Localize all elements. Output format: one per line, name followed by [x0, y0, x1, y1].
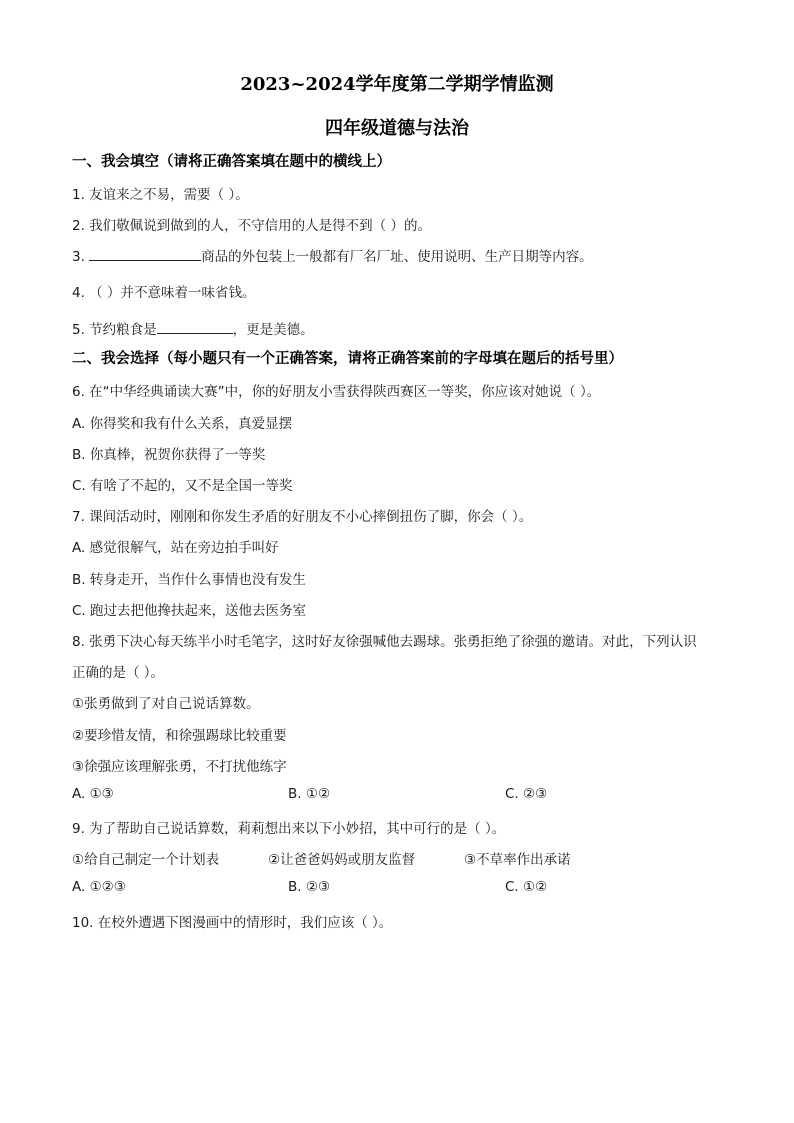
question-6-option-c: C. 有啥了不起的，又不是全国一等奖 — [72, 478, 293, 494]
question-8-statement-1: ①张勇做到了对自己说话算数。 — [72, 696, 260, 712]
question-9: 9. 为了帮助自己说话算数，莉莉想出来以下小妙招，其中可行的是（ ）。 — [72, 821, 506, 837]
answer-blank[interactable] — [157, 319, 233, 334]
question-8-statement-3: ③徐强应该理解张勇，不打扰他练字 — [72, 759, 287, 775]
question-7-option-c: C. 跑过去把他搀扶起来，送他去医务室 — [72, 603, 307, 619]
question-9-statement-3: ③不草率作出承诺 — [464, 852, 571, 868]
question-8-option-c: C. ②③ — [505, 786, 548, 802]
question-3 — [72, 245, 593, 265]
question-8-option-a: A. ①③ — [72, 786, 114, 802]
question-9-option-a: A. ①②③ — [72, 879, 126, 895]
question-9-option-c: C. ①② — [505, 879, 548, 895]
section-1-heading: 一、我会填空（请将正确答案填在题中的横线上） — [72, 154, 391, 170]
question-10: 10. 在校外遭遇下图漫画中的情形时，我们应该（ ）。 — [72, 915, 393, 931]
question-9-statement-1: ①给自己制定一个计划表 — [72, 852, 220, 868]
question-8-statement-2: ②要珍惜友情，和徐强踢球比较重要 — [72, 728, 287, 744]
question-3-number: 3. — [72, 249, 90, 265]
page-subtitle: 四年级道德与法治 — [325, 118, 469, 139]
question-4: 4. （ ）并不意味着一味省钱。 — [72, 285, 256, 301]
page-title: 2023~2024学年度第二学期学情监测 — [240, 74, 554, 95]
question-7: 7. 课间活动时，刚刚和你发生矛盾的好朋友不小心摔倒扭伤了脚，你会（ ）。 — [72, 509, 533, 525]
question-5-text-end: ，更是美德。 — [232, 322, 314, 338]
question-7-option-a: A. 感觉很解气，站在旁边拍手叫好 — [72, 540, 279, 556]
question-6-option-b: B. 你真棒，祝贺你获得了一等奖 — [72, 447, 266, 463]
question-8-line-1: 8. 张勇下决心每天练半小时毛笔字，这时好友徐强喊他去踢球。张勇拒绝了徐强的邀请。对此，下列认识 — [72, 634, 697, 650]
question-6-option-a: A. 你得奖和我有什么关系，真爱显摆 — [72, 416, 293, 432]
question-8-option-b: B. ①② — [288, 786, 331, 802]
question-6: 6. 在“中华经典诵读大赛”中，你的好朋友小雪获得陕西赛区一等奖，你应该对她说（ ）。 — [72, 384, 601, 400]
question-5 — [72, 318, 314, 338]
question-1: 1. 友谊来之不易，需要（ ）。 — [72, 187, 249, 203]
question-9-option-b: B. ②③ — [288, 879, 331, 895]
question-2: 2. 我们敬佩说到做到的人，不守信用的人是得不到（ ）的。 — [72, 218, 431, 234]
answer-blank[interactable] — [89, 246, 201, 261]
section-2-heading: 二、我会选择（每小题只有一个正确答案，请将正确答案前的字母填在题后的括号里） — [72, 351, 623, 367]
question-7-option-b: B. 转身走开，当作什么事情也没有发生 — [72, 572, 306, 588]
question-5-text-start: 5. 节约粮食是 — [72, 322, 157, 338]
question-8-line-2: 正确的是（ ）。 — [72, 665, 165, 681]
question-9-statement-2: ②让爸爸妈妈或朋友监督 — [268, 852, 416, 868]
question-3-text: 商品的外包装上一般都有厂名厂址、使用说明、生产日期等内容。 — [201, 249, 593, 265]
